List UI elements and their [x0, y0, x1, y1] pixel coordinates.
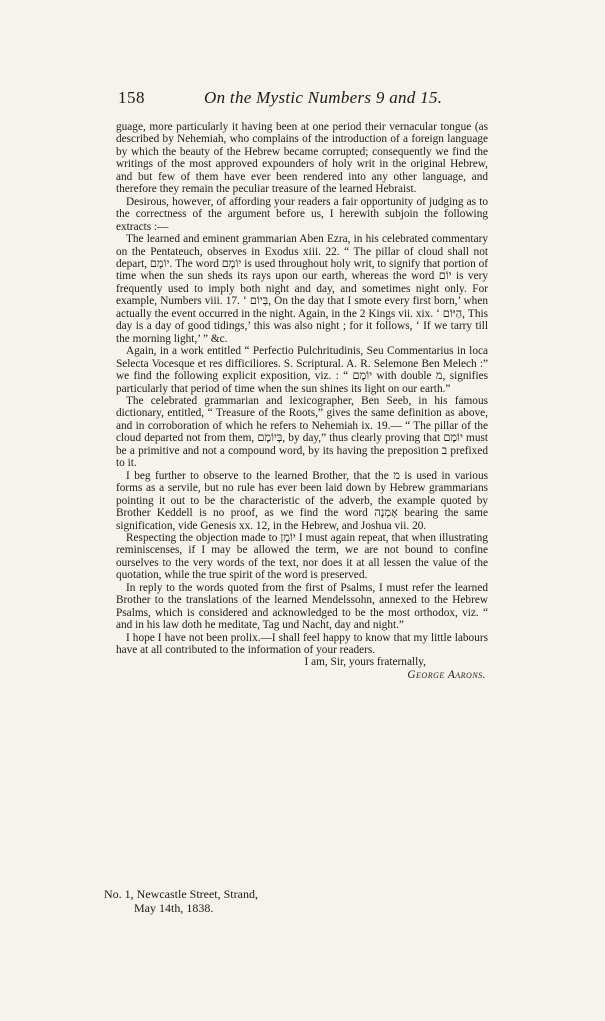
running-title: On the Mystic Numbers 9 and 15. [204, 88, 443, 107]
page-number: 158 [118, 88, 145, 107]
paragraph: I hope I have not been prolix.—I shall feel happy to know that my little labours have at all contributed to the information of your readers. [116, 631, 488, 657]
paragraph: In reply to the words quoted from the first of Psalms, I must refer the learned Brother to the translations of the learned Mendelssohn, annexed to the Hebrew Psalms, which is considered and acknowledged to be the most orthodox, viz. “ and in his law doth he meditate, Tag und Nacht, day and night.” [116, 581, 488, 632]
signature-name: George Aarons. [407, 668, 486, 681]
address-line: No. 1, Newcastle Street, Strand, [104, 887, 258, 901]
paragraph: Respecting the objection made to יוֹמָן I must again repeat, that when illustrating reminiscenses, if I may be allowed the term, we are not bound to confine ourselves to the very words of the text, nor does it at all lessen the value of the quotation, while the true spirit of the word is preserved. [116, 531, 488, 582]
address-date: May 14th, 1838. [134, 901, 214, 915]
paragraph: Again, in a work entitled “ Perfectio Pulchritudinis, Seu Commentarius in loca Selecta Vocesque et res difficiliores. S. Scriptural. A. R. Selemone Ben Melech :” we find the following explicit exposition, viz. : “ יוֹמָם with double מ, signifies particularly that period of time when the sun shines its light on our earth.” [116, 345, 488, 395]
letter-closing: I am, Sir, yours fraternally, [304, 656, 426, 669]
running-head [118, 88, 488, 112]
paragraph: The celebrated grammarian and lexicographer, Ben Seeb, in his famous dictionary, entitled, “ Treasure of the Roots,” gives the same definition as above, and in corroboration of which he refers to Nehemiah ix. 19.— “ The pillar of the cloud departed not from them, בְּיוֹמָם, by day,” thus clearly proving that יוֹמָם must be a primitive and not a compound word, by its having the preposition ב prefixed to it. [116, 394, 488, 470]
sender-address [104, 887, 364, 915]
paragraph: The learned and eminent grammarian Aben Ezra, in his celebrated commentary on the Pentateuch, observes in Exodus xiii. 22. “ The pillar of cloud shall not depart, יוֹמָם. The word יוֹמָם is used throughout holy writ, to signify that portion of time when the sun sheds its rays upon our earth, whereas the word יוֹם is very frequently used to imply both night and day, and sometimes night only. For example, Numbers viii. 17. ‘ בְּיוֹם, On the day that I smote every first born,’ when actually the event occurred in the night. Again, in the 2 Kings vii. xix. ‘ הַיּוֹם, This day is a day of good tidings,’ this was also night ; for it follows, ‘ If we tarry till the morning light,’ ” &c. [116, 233, 489, 345]
paragraph: I beg further to observe to the learned Brother, that the מ is used in various forms as a servile, but no rule has ever been laid down by Hebrew grammarians pointing it out to be the characteristic of the adverb, the example quoted by Brother Keddell is no proof, as we find the word אָמְנָה bearing the same signification, vide Genesis xx. 12, in the Hebrew, and Joshua vii. 20. [116, 469, 488, 532]
body-text [116, 121, 488, 681]
paragraph: guage, more particularly it having been at one period their vernacular tongue (as described by Nehemiah, who complains of the introduction of a foreign language by which the beauty of the Hebrew became corrupted; consequently we find the writings of the most approved expounders of holy writ in the original Hebrew, and but few of them have ever been rendered into any other language, and therefore they remain the peculiar treasure of the learned Hebraist. [116, 121, 488, 196]
paragraph: Desirous, however, of affording your readers a fair opportunity of judging as to the correctness of the argument before us, I herewith subjoin the following extracts :— [116, 195, 488, 233]
